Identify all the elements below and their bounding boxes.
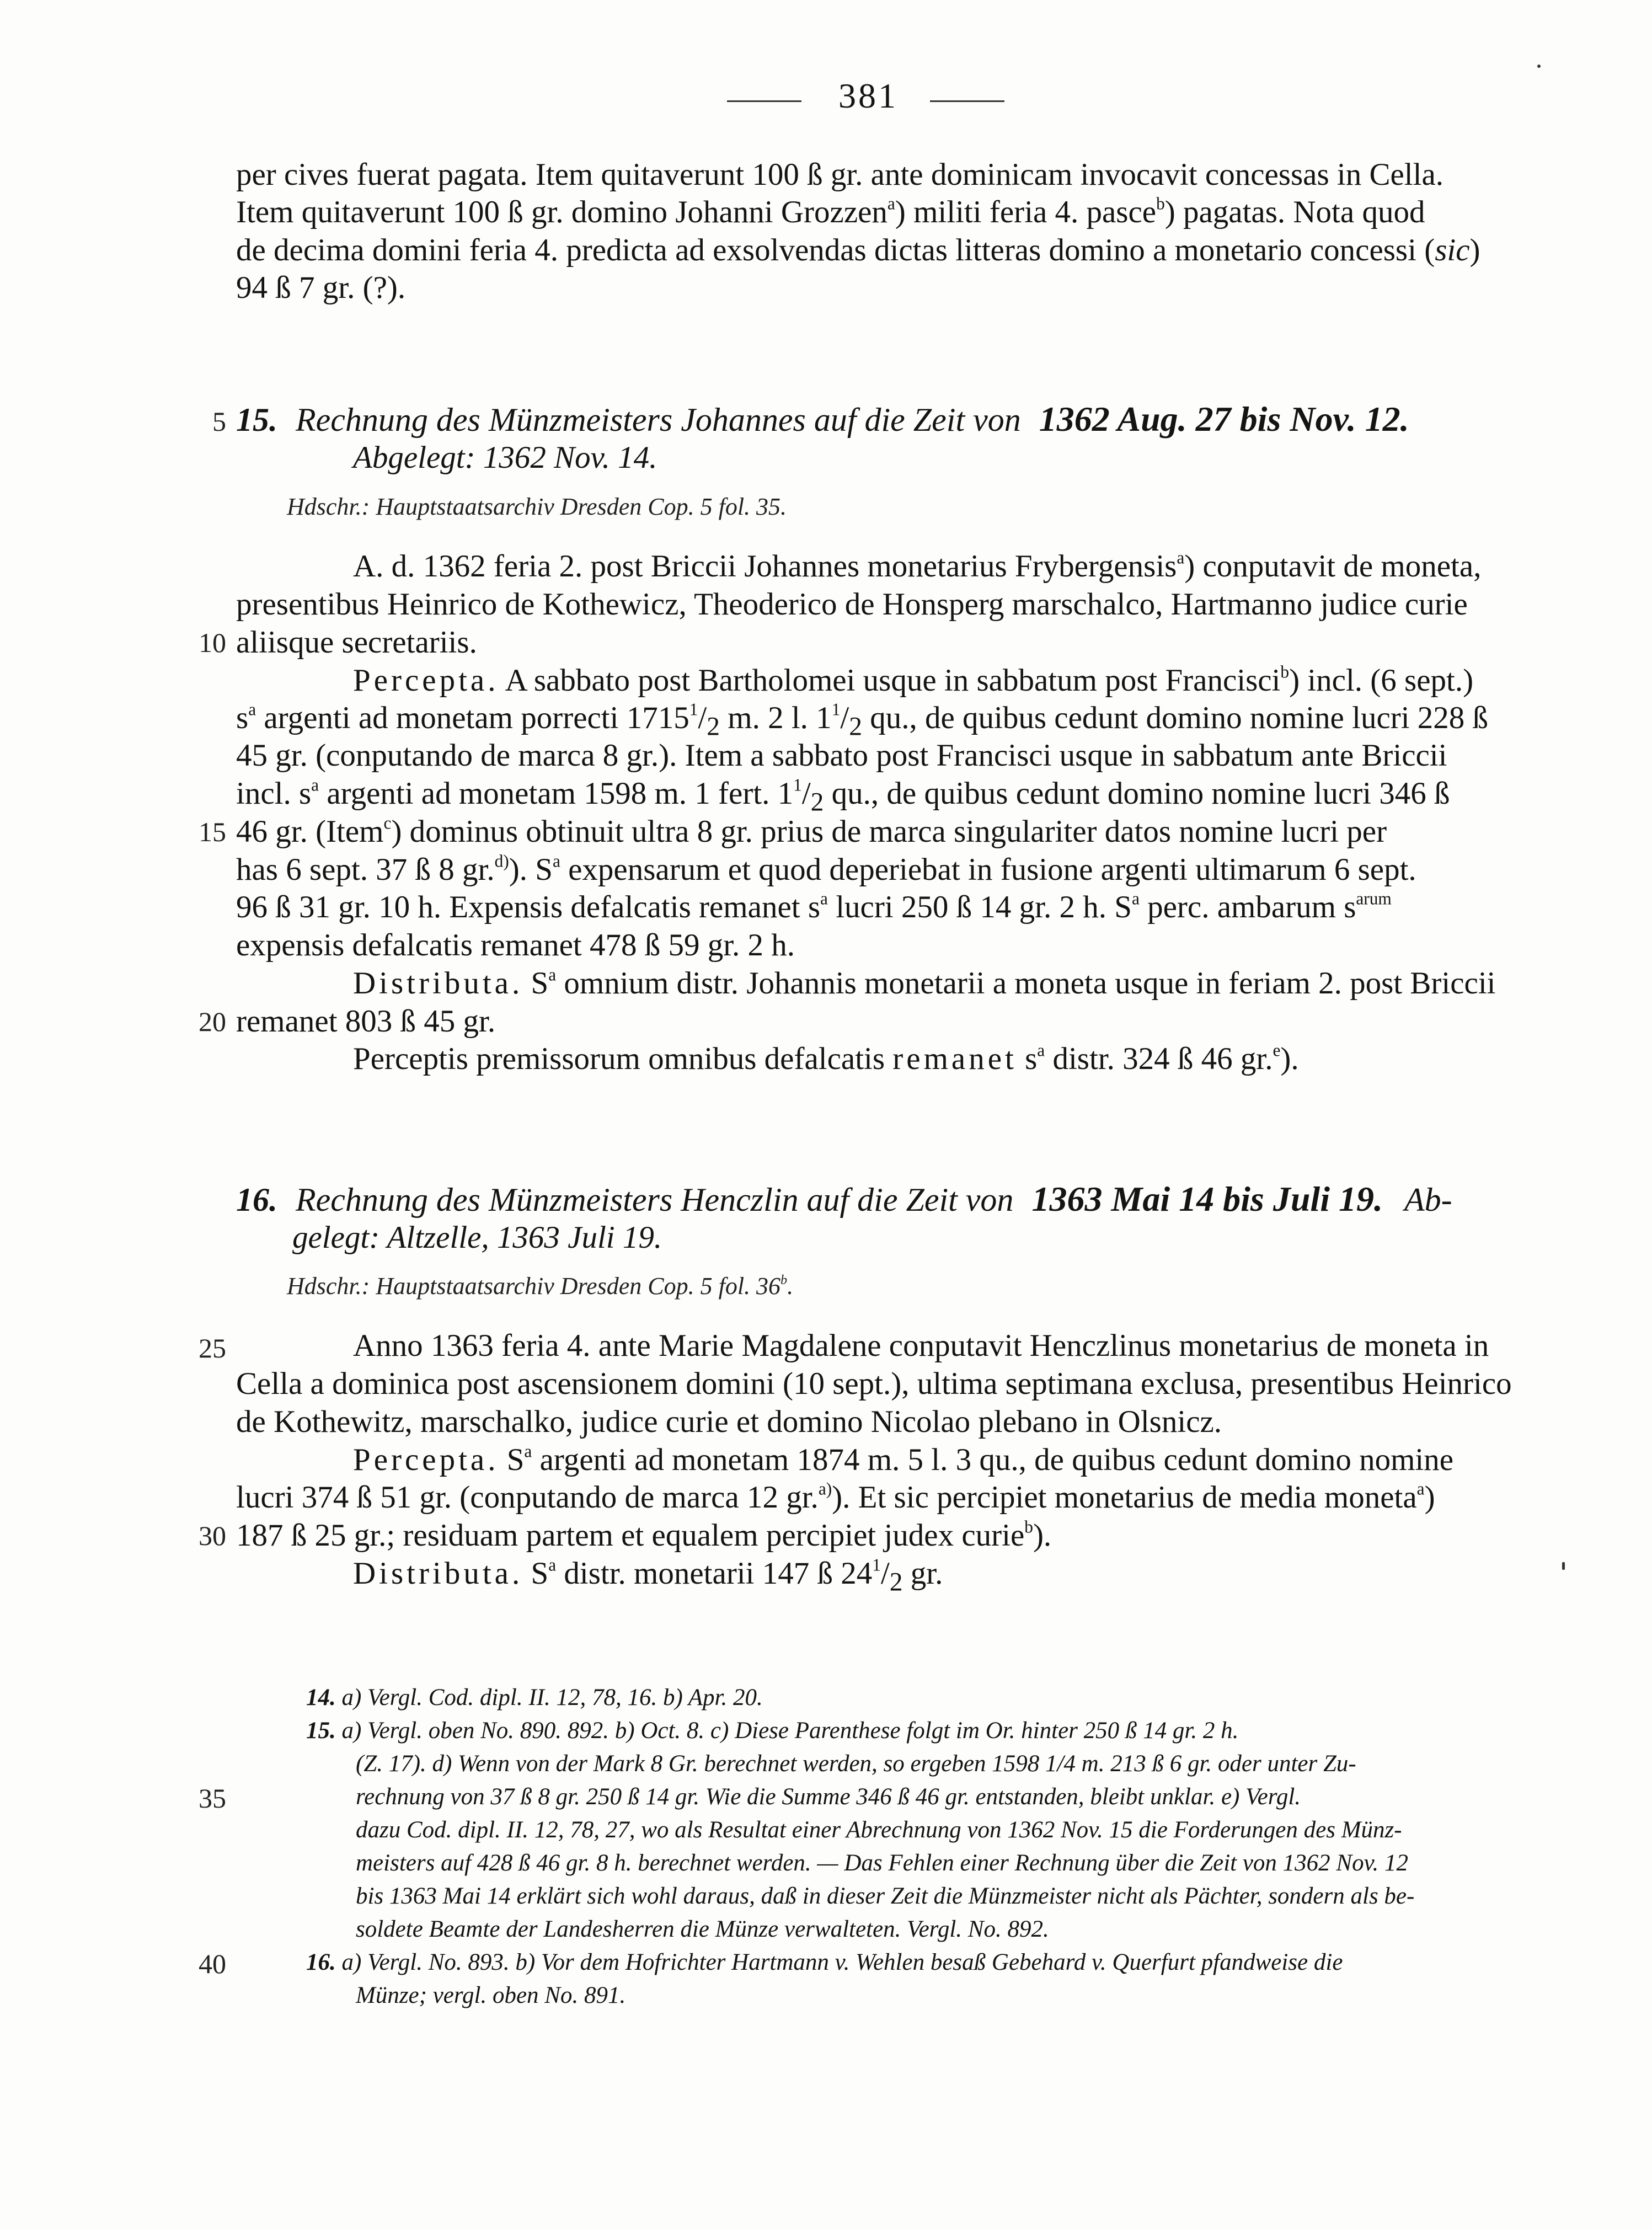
footnote-14 (306, 1681, 763, 1714)
text: ) dominus obtinuit ultra 8 gr. prius de marca singulariter datos nomine lucri per (391, 814, 1387, 849)
text-line (236, 232, 1480, 269)
text-line (353, 965, 1496, 1002)
text: distr. 324 ß 46 gr. (1045, 1041, 1273, 1076)
text: ) conputavit de moneta, (1184, 549, 1482, 584)
text: a) Vergl. No. 893. b) Vor dem Hofrichter Hartmann v. Wehlen besaß Gebehard v. Querfurt pfandweise die (335, 1949, 1343, 1975)
text: distr. monetarii 147 ß 24 (556, 1556, 873, 1591)
footnote-16 (306, 1946, 1343, 1979)
text-line: presentibus Heinrico de Kothewicz, Theoderico de Honsperg marschalco, Hartmanno judice curie (236, 587, 1468, 622)
note-mark: a) (818, 1479, 832, 1499)
text-line: expensis defalcatis remanet 478 ß 59 gr. 2 h. (236, 928, 795, 963)
line-number: 25 (199, 1333, 226, 1364)
sup: arum (1356, 889, 1392, 908)
text-line (353, 662, 1473, 699)
sub: 2 (707, 712, 720, 741)
note-mark: e (1273, 1040, 1281, 1060)
text-line: remanet 803 ß 45 gr. (236, 1004, 496, 1039)
section-label-percepta: Percepta. (353, 1442, 499, 1477)
text-line (236, 813, 1387, 851)
sup: a (820, 889, 828, 908)
text-line: de Kothewitz, marschalko, judice curie et domino Nicolao plebano in Olsnicz. (236, 1404, 1222, 1439)
text: lucri 374 ß 51 gr. (conputando de marca 12 gr. (236, 1480, 819, 1515)
note-mark: b (1280, 662, 1290, 682)
text-line: 94 ß 7 gr. (?). (236, 270, 406, 305)
footnote-line: dazu Cod. dipl. II. 12, 78, 27, wo als Resultat einer Abrechnung von 1362 Nov. 15 die Forderungen des Münz- (356, 1817, 1402, 1843)
text-line (236, 1517, 1051, 1554)
text: A. d. 1362 feria 2. post Briccii Johannes monetarius Frybergensis (353, 549, 1177, 584)
text: ) (1424, 1480, 1435, 1515)
text: s (1017, 1041, 1038, 1076)
text: ) pagatas. Nota quod (1164, 195, 1425, 229)
sup: a (552, 851, 560, 871)
section-label-distributa: Distributa. (353, 1556, 523, 1591)
footnote-number: 15. (306, 1718, 336, 1744)
text: a) Vergl. oben No. 890. 892. b) Oct. 8. c) Diese Parenthese folgt im Or. hinter 250 ß 14 gr. 2 h. (335, 1718, 1239, 1744)
section-heading (236, 400, 1409, 439)
text: / (880, 1556, 890, 1591)
section-title: Rechnung des Münzmeisters Johannes auf die Zeit von (296, 402, 1021, 438)
sup: 1 (831, 699, 841, 719)
footnote-line: meisters auf 428 ß 46 gr. 8 h. berechnet werden. — Das Fehlen einer Rechnung über die Zeit von 1362 Nov. 12 (356, 1850, 1408, 1876)
line-number: 20 (199, 1006, 226, 1037)
text: incl. s (236, 776, 312, 811)
section-heading (236, 1180, 1452, 1218)
text-line (236, 194, 1425, 231)
text: Perceptis premissorum omnibus defalcatis (353, 1041, 893, 1076)
text: argenti ad monetam 1598 m. 1 fert. 1 (319, 776, 794, 811)
header-rule-right (930, 100, 1004, 102)
text-line (236, 851, 1416, 889)
line-number: 10 (199, 627, 226, 658)
footnote-line: (Z. 17). d) Wenn von der Mark 8 Gr. berechnet werden, so ergeben 1598 1/4 m. 213 ß 6 gr. oder unter Zu- (356, 1751, 1356, 1777)
section-date: 1363 Mai 14 bis Juli 19. (1031, 1179, 1383, 1218)
text: ). S (509, 852, 553, 887)
text: . (787, 1273, 794, 1300)
line-number: 15 (199, 816, 226, 847)
line-number: 30 (199, 1520, 226, 1551)
text: lucri 250 ß 14 gr. 2 h. S (827, 890, 1132, 924)
section-title-tail: Ab- (1404, 1182, 1452, 1218)
text: ) militi feria 4. pasce (895, 195, 1157, 229)
footnote-number: 16. (306, 1949, 336, 1975)
text-line (353, 1441, 1453, 1479)
footnote-line: rechnung von 37 ß 8 gr. 250 ß 14 gr. Wie die Summe 346 ß 46 gr. entstanden, bleibt unklar. e) Vergl. (356, 1784, 1301, 1810)
text: A sabbato post Bartholomei usque in sabbatum post Francisci (499, 663, 1281, 698)
text-line: 45 gr. (conputando de marca 8 gr.). Item a sabbato post Francisci usque in sabbatum ante Briccii (236, 738, 1447, 773)
sub: 2 (889, 1568, 903, 1597)
text-line: aliisque secretariis. (236, 625, 477, 660)
text-line (236, 1479, 1435, 1516)
text-line: per cives fuerat pagata. Item quitaverunt 100 ß gr. ante dominicam invocavit concessas in Cella. (236, 157, 1444, 192)
sup: a (248, 699, 256, 719)
header-rule-left (727, 100, 801, 102)
sic-mark: sic (1435, 233, 1470, 268)
section-label-percepta: Percepta. (353, 663, 499, 698)
text-line (236, 889, 1392, 926)
footnote-15 (306, 1714, 1238, 1747)
sup: a (1131, 889, 1140, 908)
note-mark: a (1177, 548, 1185, 568)
sup: a (311, 775, 319, 795)
sub: 2 (810, 788, 824, 817)
text-line: Anno 1363 feria 4. ante Marie Magdalene conputavit Henczlinus monetarius de moneta in (353, 1328, 1489, 1363)
text: S (523, 1556, 549, 1591)
line-number: 40 (199, 1948, 226, 1979)
text: perc. ambarum s (1139, 890, 1356, 924)
note-mark: a (1416, 1479, 1425, 1499)
note-mark: a (887, 194, 895, 213)
note-mark: b (1024, 1517, 1033, 1537)
sup: 1 (793, 775, 802, 795)
footnote-line: bis 1363 Mai 14 erklärt sich wohl daraus, daß in dieser Zeit die Münzmeister nicht als Pächter, sondern als be- (356, 1883, 1415, 1909)
text: / (801, 776, 811, 811)
section-number: 16. (236, 1182, 277, 1218)
text: argenti ad monetam 1874 m. 5 l. 3 qu., de quibus cedunt domino nomine (532, 1442, 1454, 1477)
text: S (499, 1442, 525, 1477)
text: 187 ß 25 gr.; residuam partem et equalem percipiet judex curie (236, 1518, 1025, 1553)
text: S (523, 966, 549, 1001)
section-subheading: Abgelegt: 1362 Nov. 14. (353, 440, 657, 475)
text: gr. (902, 1556, 943, 1591)
text: qu., de quibus cedunt domino nomine lucri 346 ß (824, 776, 1450, 811)
text: / (698, 701, 707, 735)
text: Item quitaverunt 100 ß gr. domino Johanni Grozzen (236, 195, 888, 229)
text-spaced: remanet (892, 1041, 1017, 1076)
sup: 1 (872, 1555, 881, 1575)
note-mark: d) (494, 851, 509, 871)
text: s (236, 701, 249, 735)
text: argenti ad monetam porrecti 1715 (256, 701, 689, 735)
text: a) Vergl. Cod. dipl. II. 12, 78, 16. b) Apr. 20. (335, 1685, 763, 1710)
footnote-line: soldete Beamte der Landesherren die Münze verwalteten. Vergl. No. 892. (356, 1916, 1049, 1942)
footnote-line: Münze; vergl. oben No. 891. (356, 1982, 626, 2008)
section-number: 15. (236, 402, 277, 438)
sup: b (780, 1272, 788, 1287)
text: de decima domini feria 4. predicta ad exsolvendas dictas litteras domino a monetario concessi ( (236, 233, 1435, 268)
page-number: 381 (838, 76, 898, 115)
text: / (840, 701, 849, 735)
text: qu., de quibus cedunt domino nomine lucri 228 ß (862, 701, 1489, 735)
speck-right-margin (1562, 1562, 1565, 1570)
sub: 2 (849, 712, 862, 741)
text-line (353, 1040, 1299, 1078)
note-mark: c (383, 813, 392, 833)
text: omnium distr. Johannis monetarii a moneta usque in feriam 2. post Briccii (556, 966, 1496, 1001)
section-date: 1362 Aug. 27 bis Nov. 12. (1039, 399, 1409, 439)
section-label-distributa: Distributa. (353, 966, 523, 1001)
sup: a (1037, 1040, 1045, 1060)
text: ) incl. (6 sept.) (1289, 663, 1474, 698)
text: ). (1033, 1518, 1052, 1553)
text: ) (1469, 233, 1480, 268)
sup: a (548, 965, 557, 985)
text-line: Cella a dominica post ascensionem domini (10 sept.), ultima septimana exclusa, presentibus Heinrico (236, 1366, 1512, 1401)
text: expensarum et quod deperiebat in fusione argenti ultimarum 6 sept. (560, 852, 1416, 887)
sup: a (548, 1555, 557, 1575)
footnote-number: 14. (306, 1685, 336, 1710)
text: ). (1280, 1041, 1299, 1076)
text-line (353, 548, 1481, 585)
text: 96 ß 31 gr. 10 h. Expensis defalcatis remanet s (236, 890, 821, 924)
text: 46 gr. (Item (236, 814, 384, 849)
sup: a (524, 1441, 532, 1461)
section-title: Rechnung des Münzmeisters Henczlin auf die Zeit von (296, 1182, 1014, 1218)
line-number: 5 (212, 406, 226, 437)
note-mark: b (1156, 194, 1165, 213)
manuscript-source (287, 1268, 793, 1305)
text: has 6 sept. 37 ß 8 gr. (236, 852, 495, 887)
speck-top-right (1537, 65, 1541, 68)
text-line (353, 1555, 943, 1601)
text: Hdschr.: Hauptstaatsarchiv Dresden Cop. 5 fol. 36 (287, 1273, 781, 1300)
manuscript-source: Hdschr.: Hauptstaatsarchiv Dresden Cop. 5 fol. 35. (287, 493, 787, 520)
text: ). Et sic percipiet monetarius de media moneta (832, 1480, 1417, 1515)
sup: 1 (689, 699, 698, 719)
line-number: 35 (199, 1783, 226, 1814)
text: m. 2 l. 1 (720, 701, 832, 735)
section-subheading: gelegt: Altzelle, 1363 Juli 19. (292, 1220, 662, 1255)
